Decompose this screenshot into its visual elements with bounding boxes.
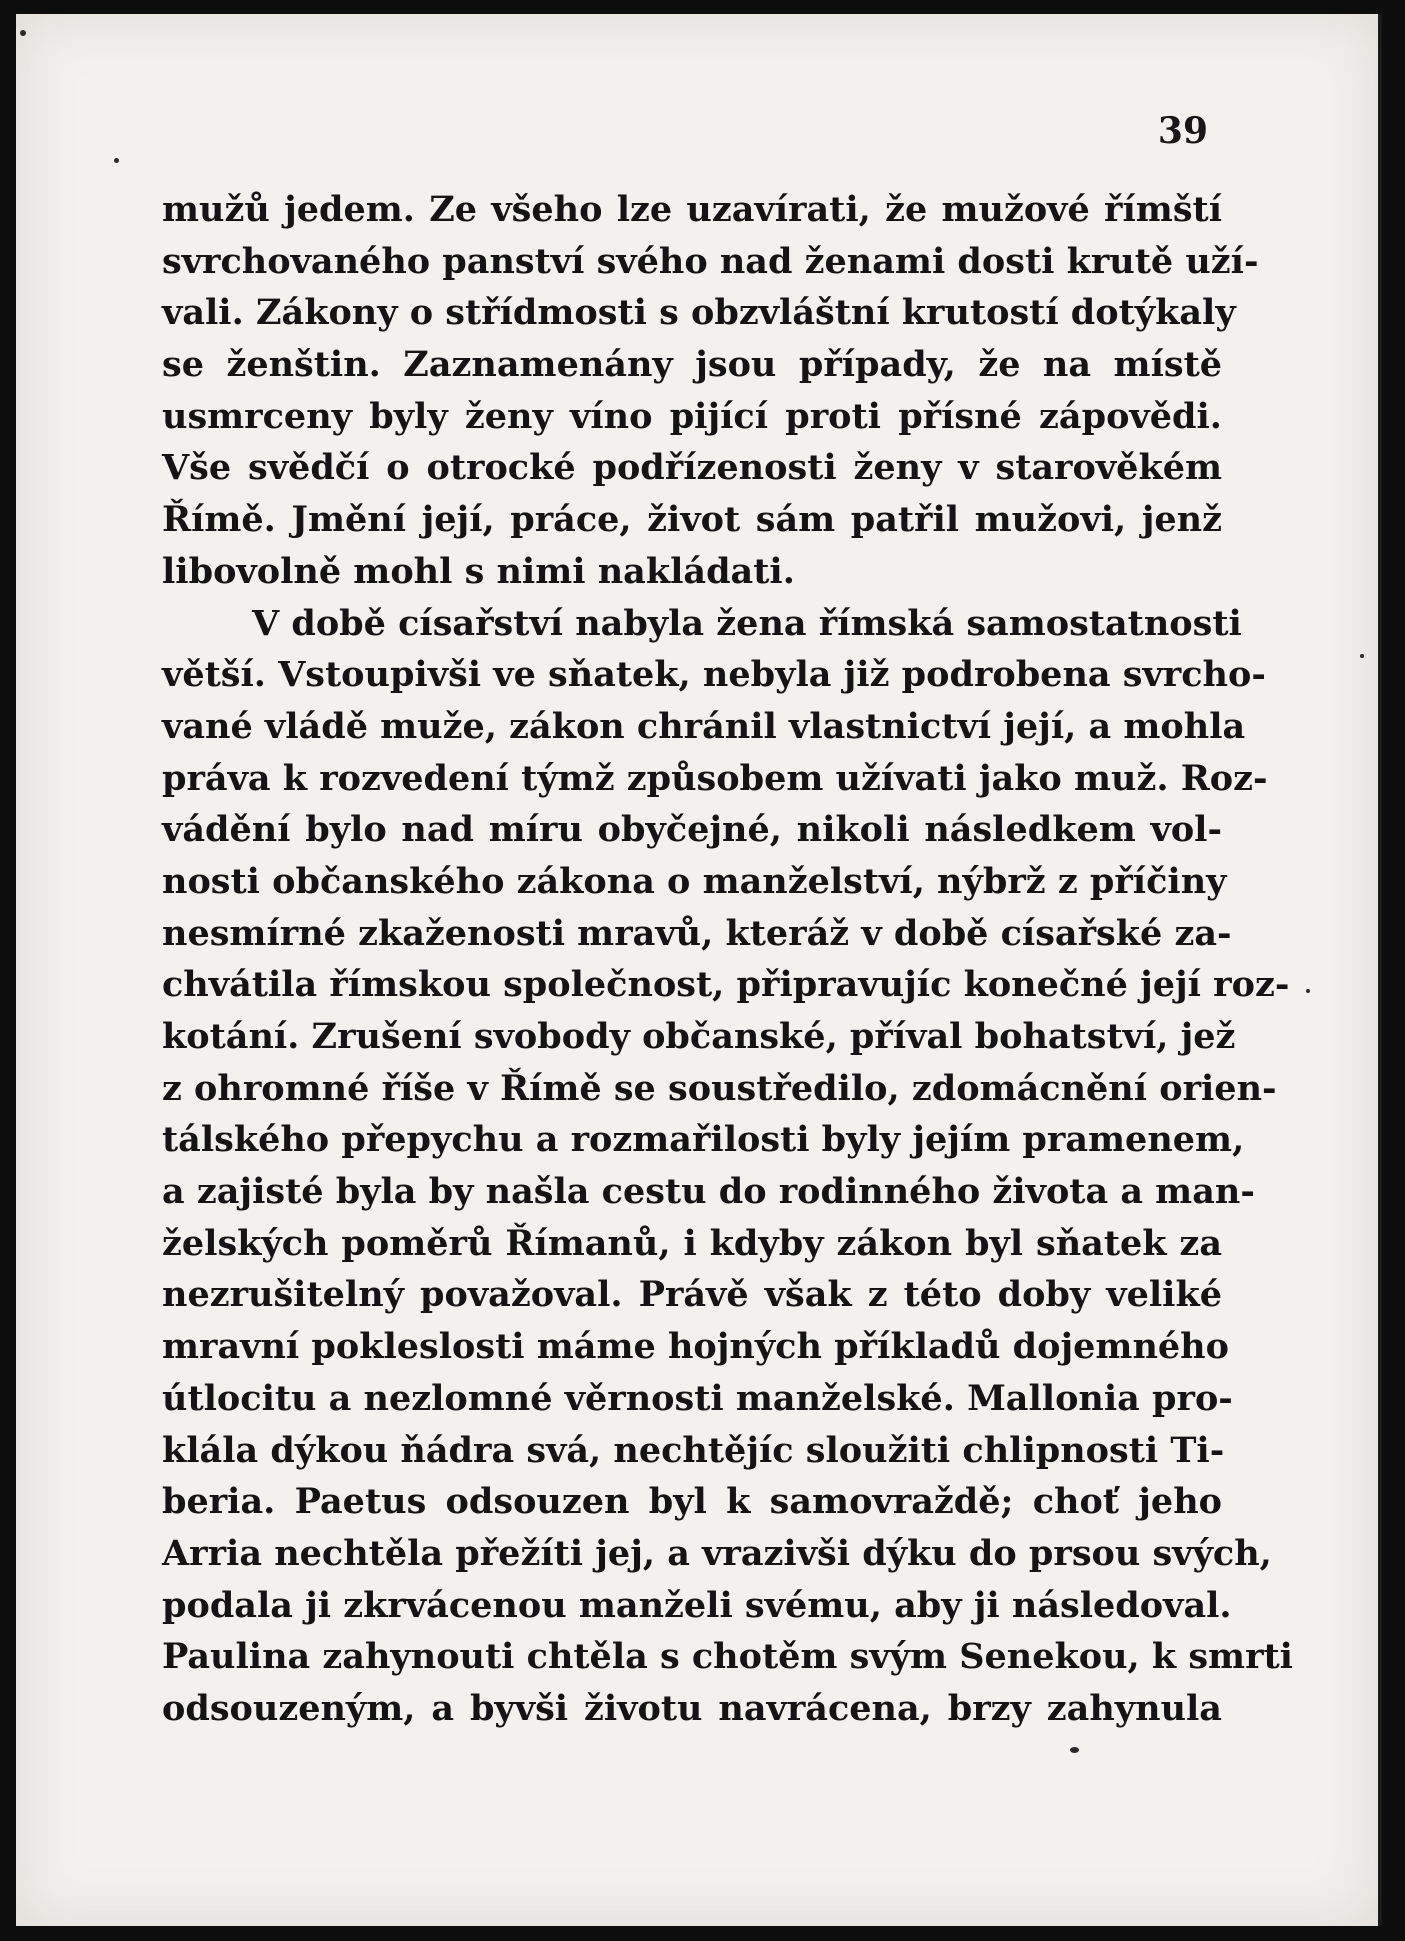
text-line: vané vládě muže, zákon chránil vlastnictví její, a mohla <box>162 705 1246 747</box>
text-line: podala ji zkrvácenou manželi svému, aby ji následoval. <box>162 1584 1232 1626</box>
text-line: vali. Zákony o střídmosti s obzvláštní krutostí dotýkaly <box>162 292 1236 334</box>
text-line: chvátila římskou společnost, připravujíc konečné její roz- <box>162 964 1290 1006</box>
text-line: větší. Vstoupivši ve sňatek, nebyla již podrobena svrcho- <box>162 654 1266 696</box>
text-line: beria. Paetus odsouzen byl k samovraždě; choť jeho <box>162 1481 1222 1523</box>
text-line: želských poměrů Římanů, i kdyby zákon byl sňatek za <box>162 1222 1222 1264</box>
text-line: tálského přepychu a rozmařilosti byly jejím pramenem, <box>162 1119 1245 1161</box>
scan-speck <box>1306 989 1310 993</box>
text-line: kotání. Zrušení svobody občanské, příval bohatství, jež <box>162 1016 1236 1057</box>
text-line: Arria nechtěla přežíti jej, a vrazivši dýku do prsou svých, <box>162 1532 1272 1574</box>
scan-speck <box>114 158 119 163</box>
text-line: práva k rozvedení týmž způsobem užívati jako muž. Roz- <box>162 757 1268 799</box>
text-line: svrchovaného panství svého nad ženami dosti krutě uží- <box>162 240 1259 282</box>
text-line: mužů jedem. Ze všeho lze uzavírati, že mužové římští <box>162 189 1222 230</box>
body-text <box>162 184 1293 1735</box>
text-line: libovolně mohl s nimi nakládati. <box>162 550 795 592</box>
text-line: útlocitu a nezlomné věrnosti manželské. Mallonia pro- <box>162 1377 1233 1419</box>
text-line: a zajisté byla by našla cestu do rodinného života a man- <box>162 1171 1255 1213</box>
text-line: Římě. Jmění její, práce, život sám patřil mužovi, jenž <box>162 499 1222 541</box>
text-line: se ženštin. Zaznamenány jsou případy, že na místě <box>162 344 1222 386</box>
text-line: klála dýkou ňádra svá, nechtějíc sloužiti chlipnosti Ti- <box>162 1429 1225 1471</box>
scan-speck <box>1070 1747 1079 1753</box>
scan-speck <box>20 30 26 36</box>
text-line: odsouzeným, a byvši životu navrácena, brzy zahynula <box>162 1687 1222 1729</box>
scan-speck <box>1360 654 1364 658</box>
text-line: mravní pokleslosti máme hojných příkladů dojemného <box>162 1326 1229 1368</box>
text-line: z ohromné říše v Římě se soustředilo, zdomácnění orien- <box>162 1067 1277 1109</box>
text-line: nosti občanského zákona o manželství, nýbrž z příčiny <box>162 860 1227 902</box>
book-page <box>16 14 1382 1926</box>
text-line: Paulina zahynouti chtěla s chotěm svým Senekou, k smrti <box>162 1636 1293 1678</box>
text-line: usmrceny byly ženy víno pijící proti přísné zápovědi. <box>162 395 1222 437</box>
text-line: V době císařství nabyla žena římská samostatnosti <box>252 602 1242 644</box>
text-line: Vše svědčí o otrocké podřízenosti ženy v starověkém <box>162 447 1222 489</box>
text-line: vádění bylo nad míru obyčejné, nikoli následkem vol- <box>162 809 1222 851</box>
text-line: nezrušitelný považoval. Právě však z této doby veliké <box>162 1274 1222 1316</box>
page-number: 39 <box>1157 110 1208 152</box>
text-line: nesmírné zkaženosti mravů, kteráž v době císařské za- <box>162 912 1232 954</box>
